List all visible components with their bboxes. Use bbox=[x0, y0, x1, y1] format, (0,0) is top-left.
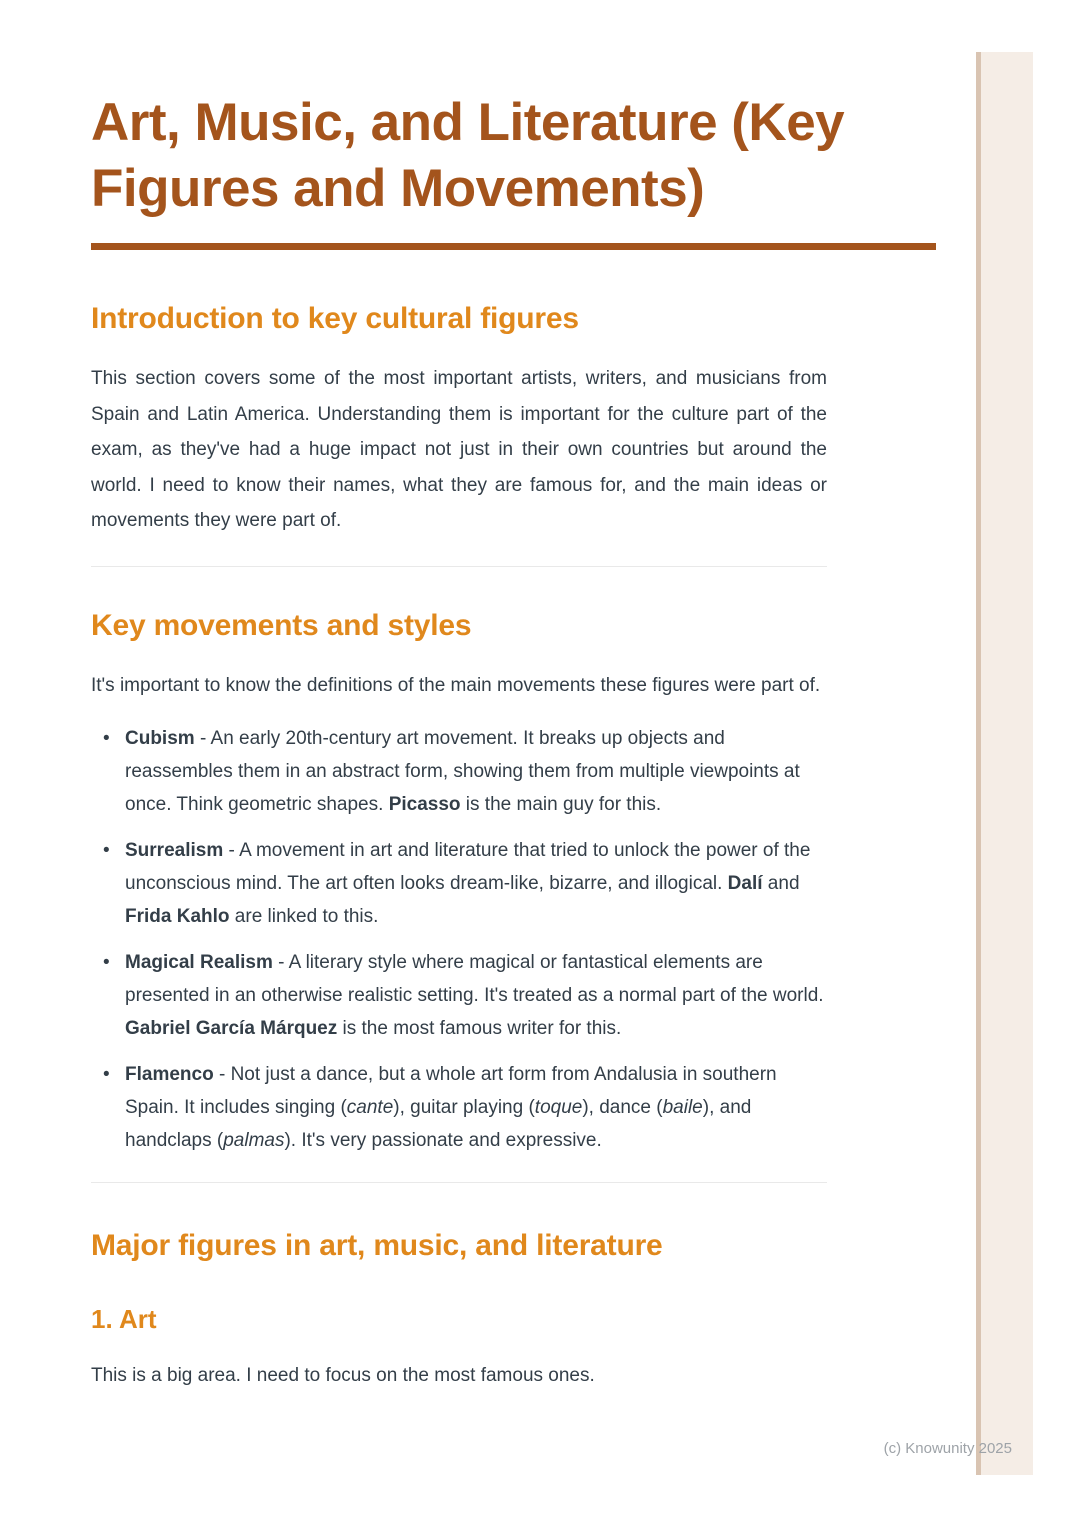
intro-paragraph: This section covers some of the most important artists, writers, and musicians from Spain and Latin America. Understanding them is important for the culture part of the exam, as they've had a huge impact not just in their own countries but around the world. I need to know their names, what they are famous for, and the main ideas or movements they were part of. bbox=[91, 368, 827, 531]
list-item-cubism: • Cubism - An early 20th-century art movement. It breaks up objects and reassembles them in an abstract form, showing them from multiple viewpoints at once. Think geometric shapes. Picasso is the main guy for this. bbox=[125, 722, 827, 821]
list-item-surrealism: • Surrealism - A movement in art and literature that tried to unlock the power of the unconscious mind. The art often looks dream-like, bizarre, and illogical. Dalí and Frida Kahlo are linked to this. bbox=[125, 834, 827, 933]
section-heading-key-movements: Key movements and styles bbox=[91, 608, 472, 642]
section-divider bbox=[91, 566, 827, 567]
section-key-movements bbox=[91, 607, 936, 1158]
section-divider bbox=[91, 1182, 827, 1183]
section-major-figures bbox=[91, 1227, 936, 1394]
movements-list bbox=[91, 722, 827, 1157]
section-heading-introduction: Introduction to key cultural figures bbox=[91, 302, 579, 335]
title-underline-rule bbox=[91, 243, 936, 250]
page-title: Art, Music, and Literature (Key Figures and Movements) bbox=[91, 93, 845, 218]
key-movements-paragraph: It's important to know the definitions of the main movements these figures were part of. bbox=[91, 674, 821, 696]
page-edge-strip bbox=[976, 52, 1033, 1475]
list-item-flamenco: • Flamenco - Not just a dance, but a whole art form from Andalusia in southern Spain. It includes singing (cante), guitar playing (toque), dance (baile), and handclaps (palmas). It's very passionate and expressive. bbox=[125, 1058, 827, 1157]
document-content bbox=[91, 0, 936, 1394]
section-heading-major-figures: Major figures in art, music, and literature bbox=[91, 1229, 663, 1262]
subsection-heading-art: 1. Art bbox=[91, 1304, 157, 1334]
list-item-magical-realism: • Magical Realism - A literary style where magical or fantastical elements are presented in an otherwise realistic setting. It's treated as a normal part of the world. Gabriel García Márquez is the most famous writer for this. bbox=[125, 946, 827, 1045]
watermark: (c) Knowunity 2025 bbox=[883, 1440, 1012, 1457]
art-intro-paragraph: This is a big area. I need to focus on the most famous ones. bbox=[91, 1365, 595, 1386]
section-introduction bbox=[91, 300, 936, 539]
